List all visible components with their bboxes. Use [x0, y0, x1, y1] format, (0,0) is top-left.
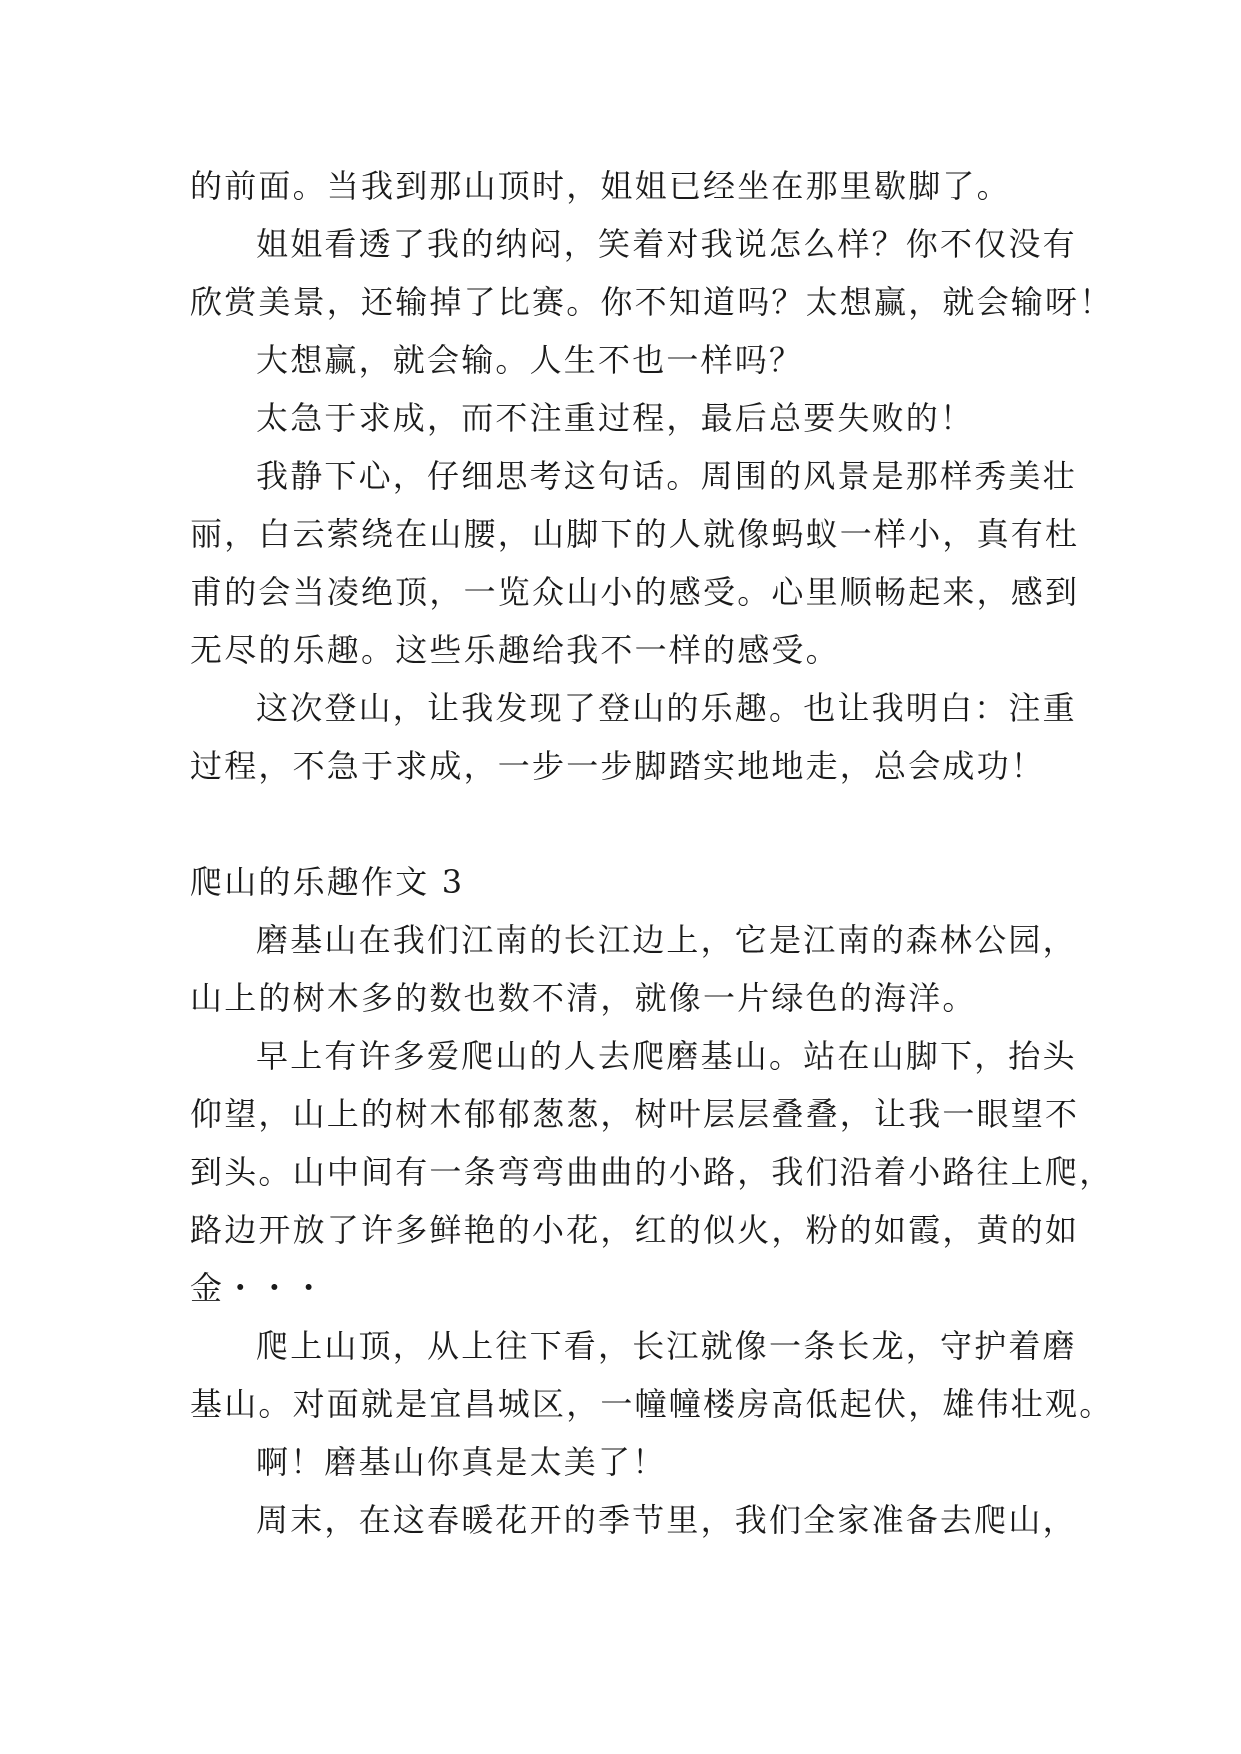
text-line: 甫的会当凌绝顶，一览众山小的感受。心里顺畅起来，感到 [190, 573, 1080, 611]
text-line: 无尽的乐趣。这些乐趣给我不一样的感受。 [190, 631, 840, 669]
text-line: 到头。山中间有一条弯弯曲曲的小路，我们沿着小路往上爬， [190, 1153, 1114, 1191]
paragraph-first-line: 这次登山，让我发现了登山的乐趣。也让我明白：注重 [256, 689, 1077, 727]
text-line: 路边开放了许多鲜艳的小花，红的似火，粉的如霞，黄的如 [190, 1211, 1080, 1249]
text-line: 丽，白云萦绕在山腰，山脚下的人就像蚂蚁一样小，真有杜 [190, 515, 1080, 553]
section-heading: 爬山的乐趣作文 3 [190, 863, 465, 901]
paragraph-first-line: 爬上山顶，从上往下看，长江就像一条长龙，守护着磨 [256, 1327, 1077, 1365]
text-line: 的前面。当我到那山顶时，姐姐已经坐在那里歇脚了。 [190, 167, 1011, 205]
paragraph-first-line: 周末，在这春暖花开的季节里，我们全家准备去爬山， [256, 1501, 1077, 1539]
text-line: 基山。对面就是宜昌城区，一幢幢楼房高低起伏，雄伟壮观。 [190, 1385, 1114, 1423]
paragraph-first-line: 早上有许多爱爬山的人去爬磨基山。站在山脚下，抬头 [256, 1037, 1077, 1075]
paragraph-first-line: 我静下心，仔细思考这句话。周围的风景是那样秀美壮 [256, 457, 1077, 495]
text-line: 山上的树木多的数也数不清，就像一片绿色的海洋。 [190, 979, 977, 1017]
paragraph-first-line: 磨基山在我们江南的长江边上，它是江南的森林公园， [256, 921, 1077, 959]
text-line: 仰望，山上的树木郁郁葱葱，树叶层层叠叠，让我一眼望不 [190, 1095, 1080, 1133]
text-line: 金・・・ [190, 1269, 327, 1307]
paragraph-first-line: 姐姐看透了我的纳闷，笑着对我说怎么样？你不仅没有 [256, 225, 1077, 263]
paragraph-first-line: 啊！磨基山你真是太美了！ [256, 1443, 667, 1481]
text-line: 过程，不急于求成，一步一步脚踏实地地走，总会成功！ [190, 747, 1046, 785]
paragraph-first-line: 太急于求成，而不注重过程，最后总要失败的！ [256, 399, 975, 437]
text-line: 欣赏美景，还输掉了比赛。你不知道吗？太想赢，就会输呀！ [190, 283, 1114, 321]
paragraph-first-line: 大想赢，就会输。人生不也一样吗？ [256, 341, 804, 379]
